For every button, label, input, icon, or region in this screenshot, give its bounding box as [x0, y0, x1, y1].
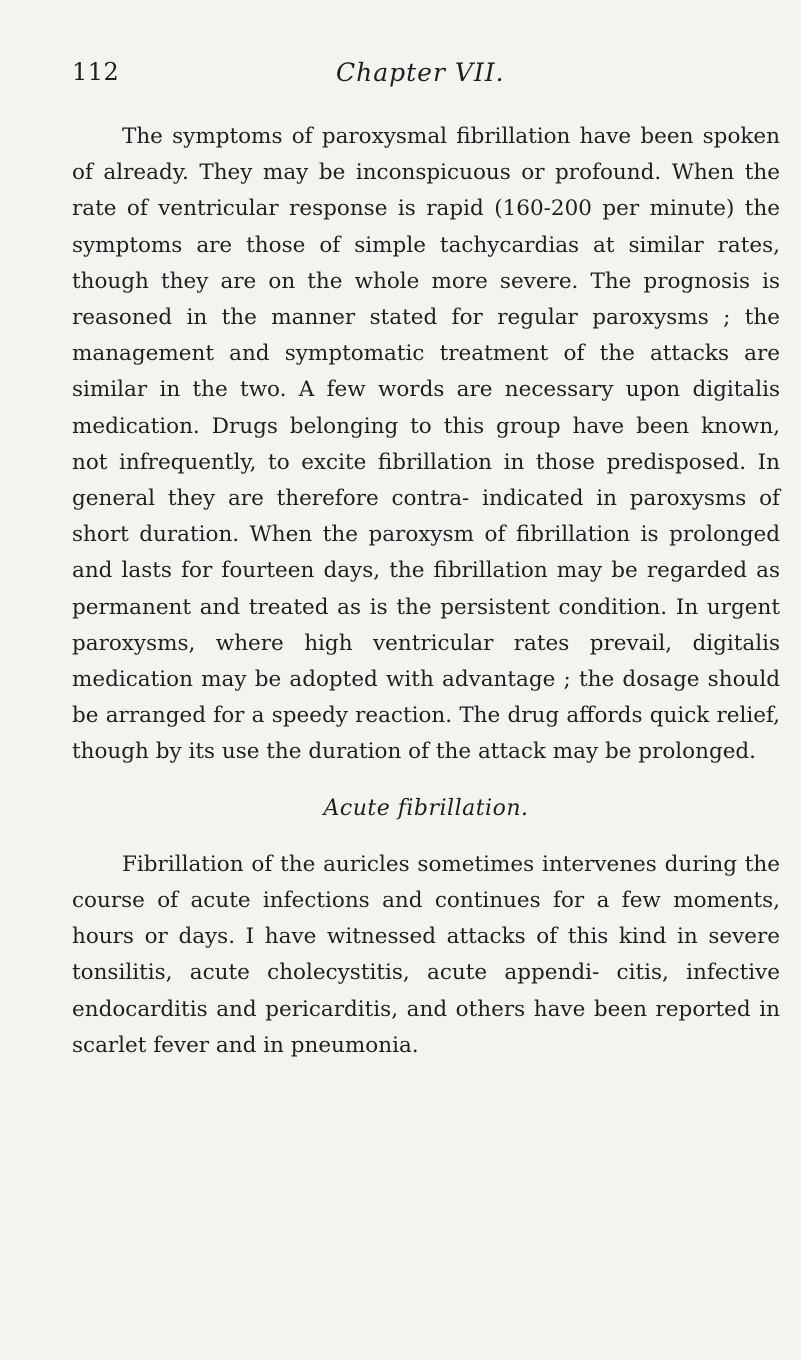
chapter-title: Chapter VII. — [336, 58, 505, 87]
body-text — [72, 119, 780, 1064]
paragraph-symptoms: The symptoms of paroxysmal fibrillation have been spoken of already. They may be inconspicuous or profound. When the rate of ventricular response is rapid (160-200 per minute) the symptoms are those of simple tachycardias at similar rates, though they are on the whole more severe. The prognosis is reasoned in the manner stated for regular paroxysms ; the management and symptomatic treatment of the attacks are similar in the two. A few words are necessary upon digitalis medication. Drugs belonging to this group have been known, not infrequently, to excite fibrillation in those predisposed. In general they are therefore contra- indicated in paroxysms of short duration. When the paroxysm of fibrillation is prolonged and lasts for fourteen days, the fibrillation may be regarded as permanent and treated as is the persistent condition. In urgent paroxysms, where high ventricular rates prevail, digitalis medication may be adopted with advantage ; the dosage should be arranged for a speedy reaction. The drug affords quick relief, though by its use the duration of the attack may be prolonged. — [72, 124, 780, 765]
paragraph-acute-fibrillation: Fibrillation of the auricles sometimes intervenes during the course of acute infections and continues for a few moments, hours or days. I have witnessed attacks of this kind in severe tonsilitis, acute cholecystitis, acute appendi- citis, infective endocarditis and pericarditis, and others have been reported in scarlet fever and in pneumonia. — [72, 851, 780, 1058]
section-heading: Acute fibrillation. — [323, 795, 529, 821]
running-head — [0, 58, 801, 98]
page-number: 112 — [72, 58, 120, 86]
